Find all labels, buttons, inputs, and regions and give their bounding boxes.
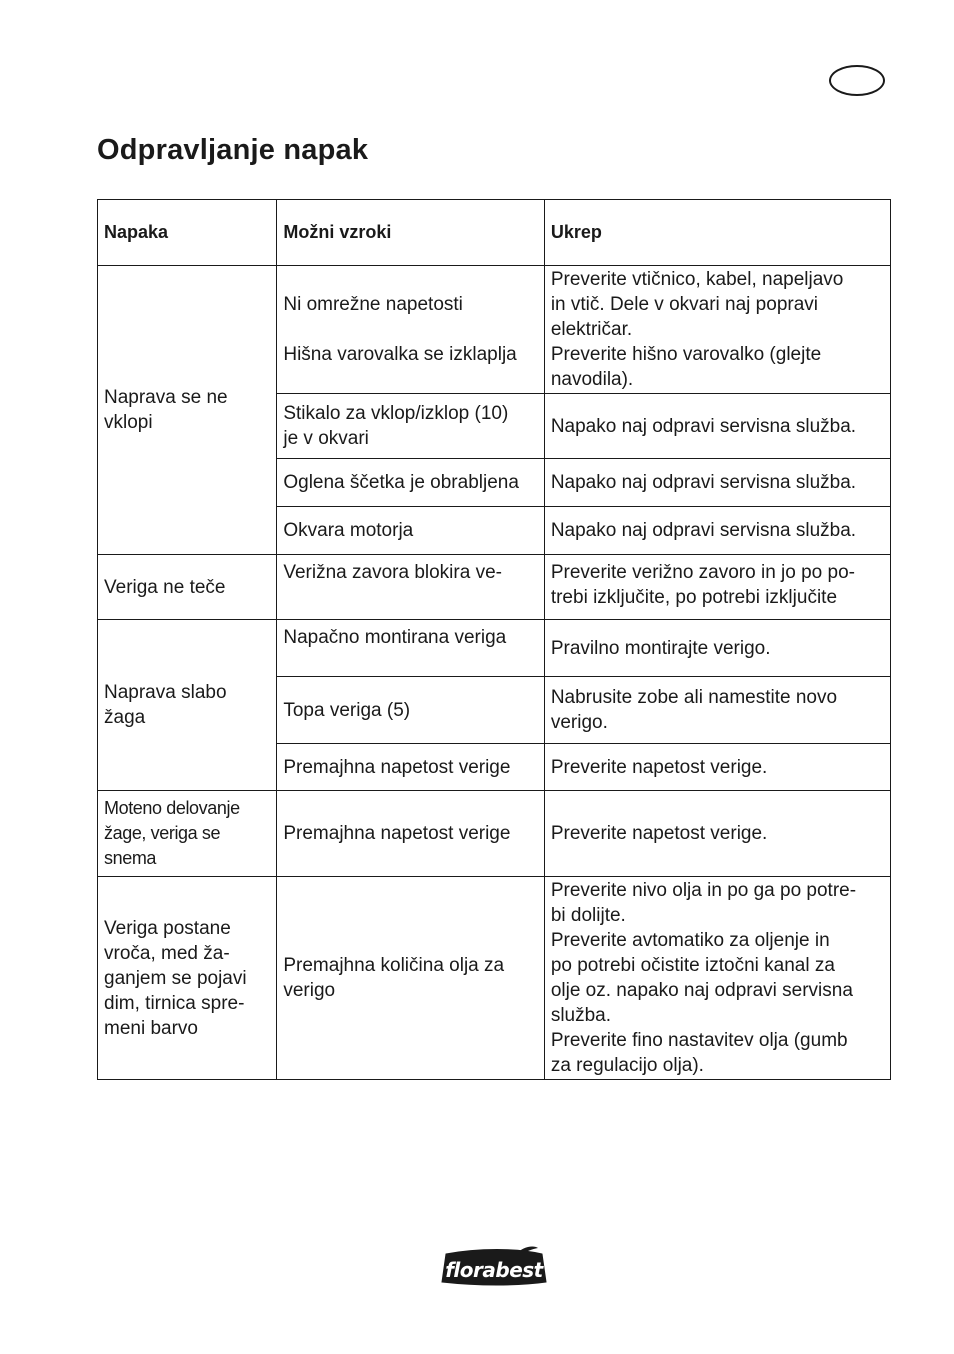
cause-cell: Okvara motorja <box>277 507 544 555</box>
header-fault: Napaka <box>98 200 277 266</box>
table-row <box>98 620 891 677</box>
table-row <box>98 791 891 877</box>
action-cell: Preverite nivo olja in po ga po potre- bi dolijte. Preverite avtomatiko za oljenje in po potrebi očistite iztočni kanal za olje oz. napako naj odpravi servisna služba. Preverite fino nastavitev olja (gumb za regulacijo olja). <box>544 877 890 1080</box>
page-title: Odpravljanje napak <box>97 134 369 166</box>
cause-cell: Napačno montirana veriga <box>277 620 544 677</box>
troubleshooting-table <box>97 199 891 1080</box>
header-action: Ukrep <box>544 200 890 266</box>
action-cell: Preverite napetost verige. <box>544 744 890 791</box>
cause-cell: Oglena ščetka je obrabljena <box>277 459 544 507</box>
action-cell: Pravilno montirajte verigo. <box>544 620 890 677</box>
logo-text: florabest <box>445 1258 543 1282</box>
fault-cell: Veriga ne teče <box>98 555 277 620</box>
fault-cell: Moteno delovanje žage, veriga se snema <box>98 791 277 877</box>
table-row <box>98 266 891 394</box>
cause-cell: Verižna zavora blokira ve- <box>277 555 544 620</box>
action-cell: Napako naj odpravi servisna služba. <box>544 394 890 459</box>
action-cell: Nabrusite zobe ali namestite novo verigo. <box>544 677 890 744</box>
cause-cell: Topa veriga (5) <box>277 677 544 744</box>
action-cell: Preverite napetost verige. <box>544 791 890 877</box>
action-cell: Napako naj odpravi servisna služba. <box>544 459 890 507</box>
action-cell: Napako naj odpravi servisna služba. <box>544 507 890 555</box>
fault-cell: Naprava se ne vklopi <box>98 266 277 555</box>
cause-cell: Premajhna napetost verige <box>277 791 544 877</box>
action-cell: Preverite vtičnico, kabel, napeljavo in vtič. Dele v okvari naj popravi električar. Preverite hišno varovalko (glejte navodila). <box>544 266 890 394</box>
cause-cell: Premajhna količina olja za verigo <box>277 877 544 1080</box>
table-row <box>98 555 891 620</box>
cause-cell: Stikalo za vklop/izklop (10) je v okvari <box>277 394 544 459</box>
florabest-logo <box>438 1246 550 1288</box>
fault-cell: Naprava slabo žaga <box>98 620 277 791</box>
fault-cell: Veriga postane vroča, med ža- ganjem se pojavi dim, tirnica spre- meni barvo <box>98 877 277 1080</box>
table-row <box>98 877 891 1080</box>
language-badge-oval <box>829 65 885 96</box>
cause-cell: Premajhna napetost verige <box>277 744 544 791</box>
cause-cell: Ni omrežne napetosti Hišna varovalka se izklaplja <box>277 266 544 394</box>
table-header-row <box>98 200 891 266</box>
action-cell: Preverite verižno zavoro in jo po po- trebi izključite, po potrebi izključite <box>544 555 890 620</box>
header-causes: Možni vzroki <box>277 200 544 266</box>
